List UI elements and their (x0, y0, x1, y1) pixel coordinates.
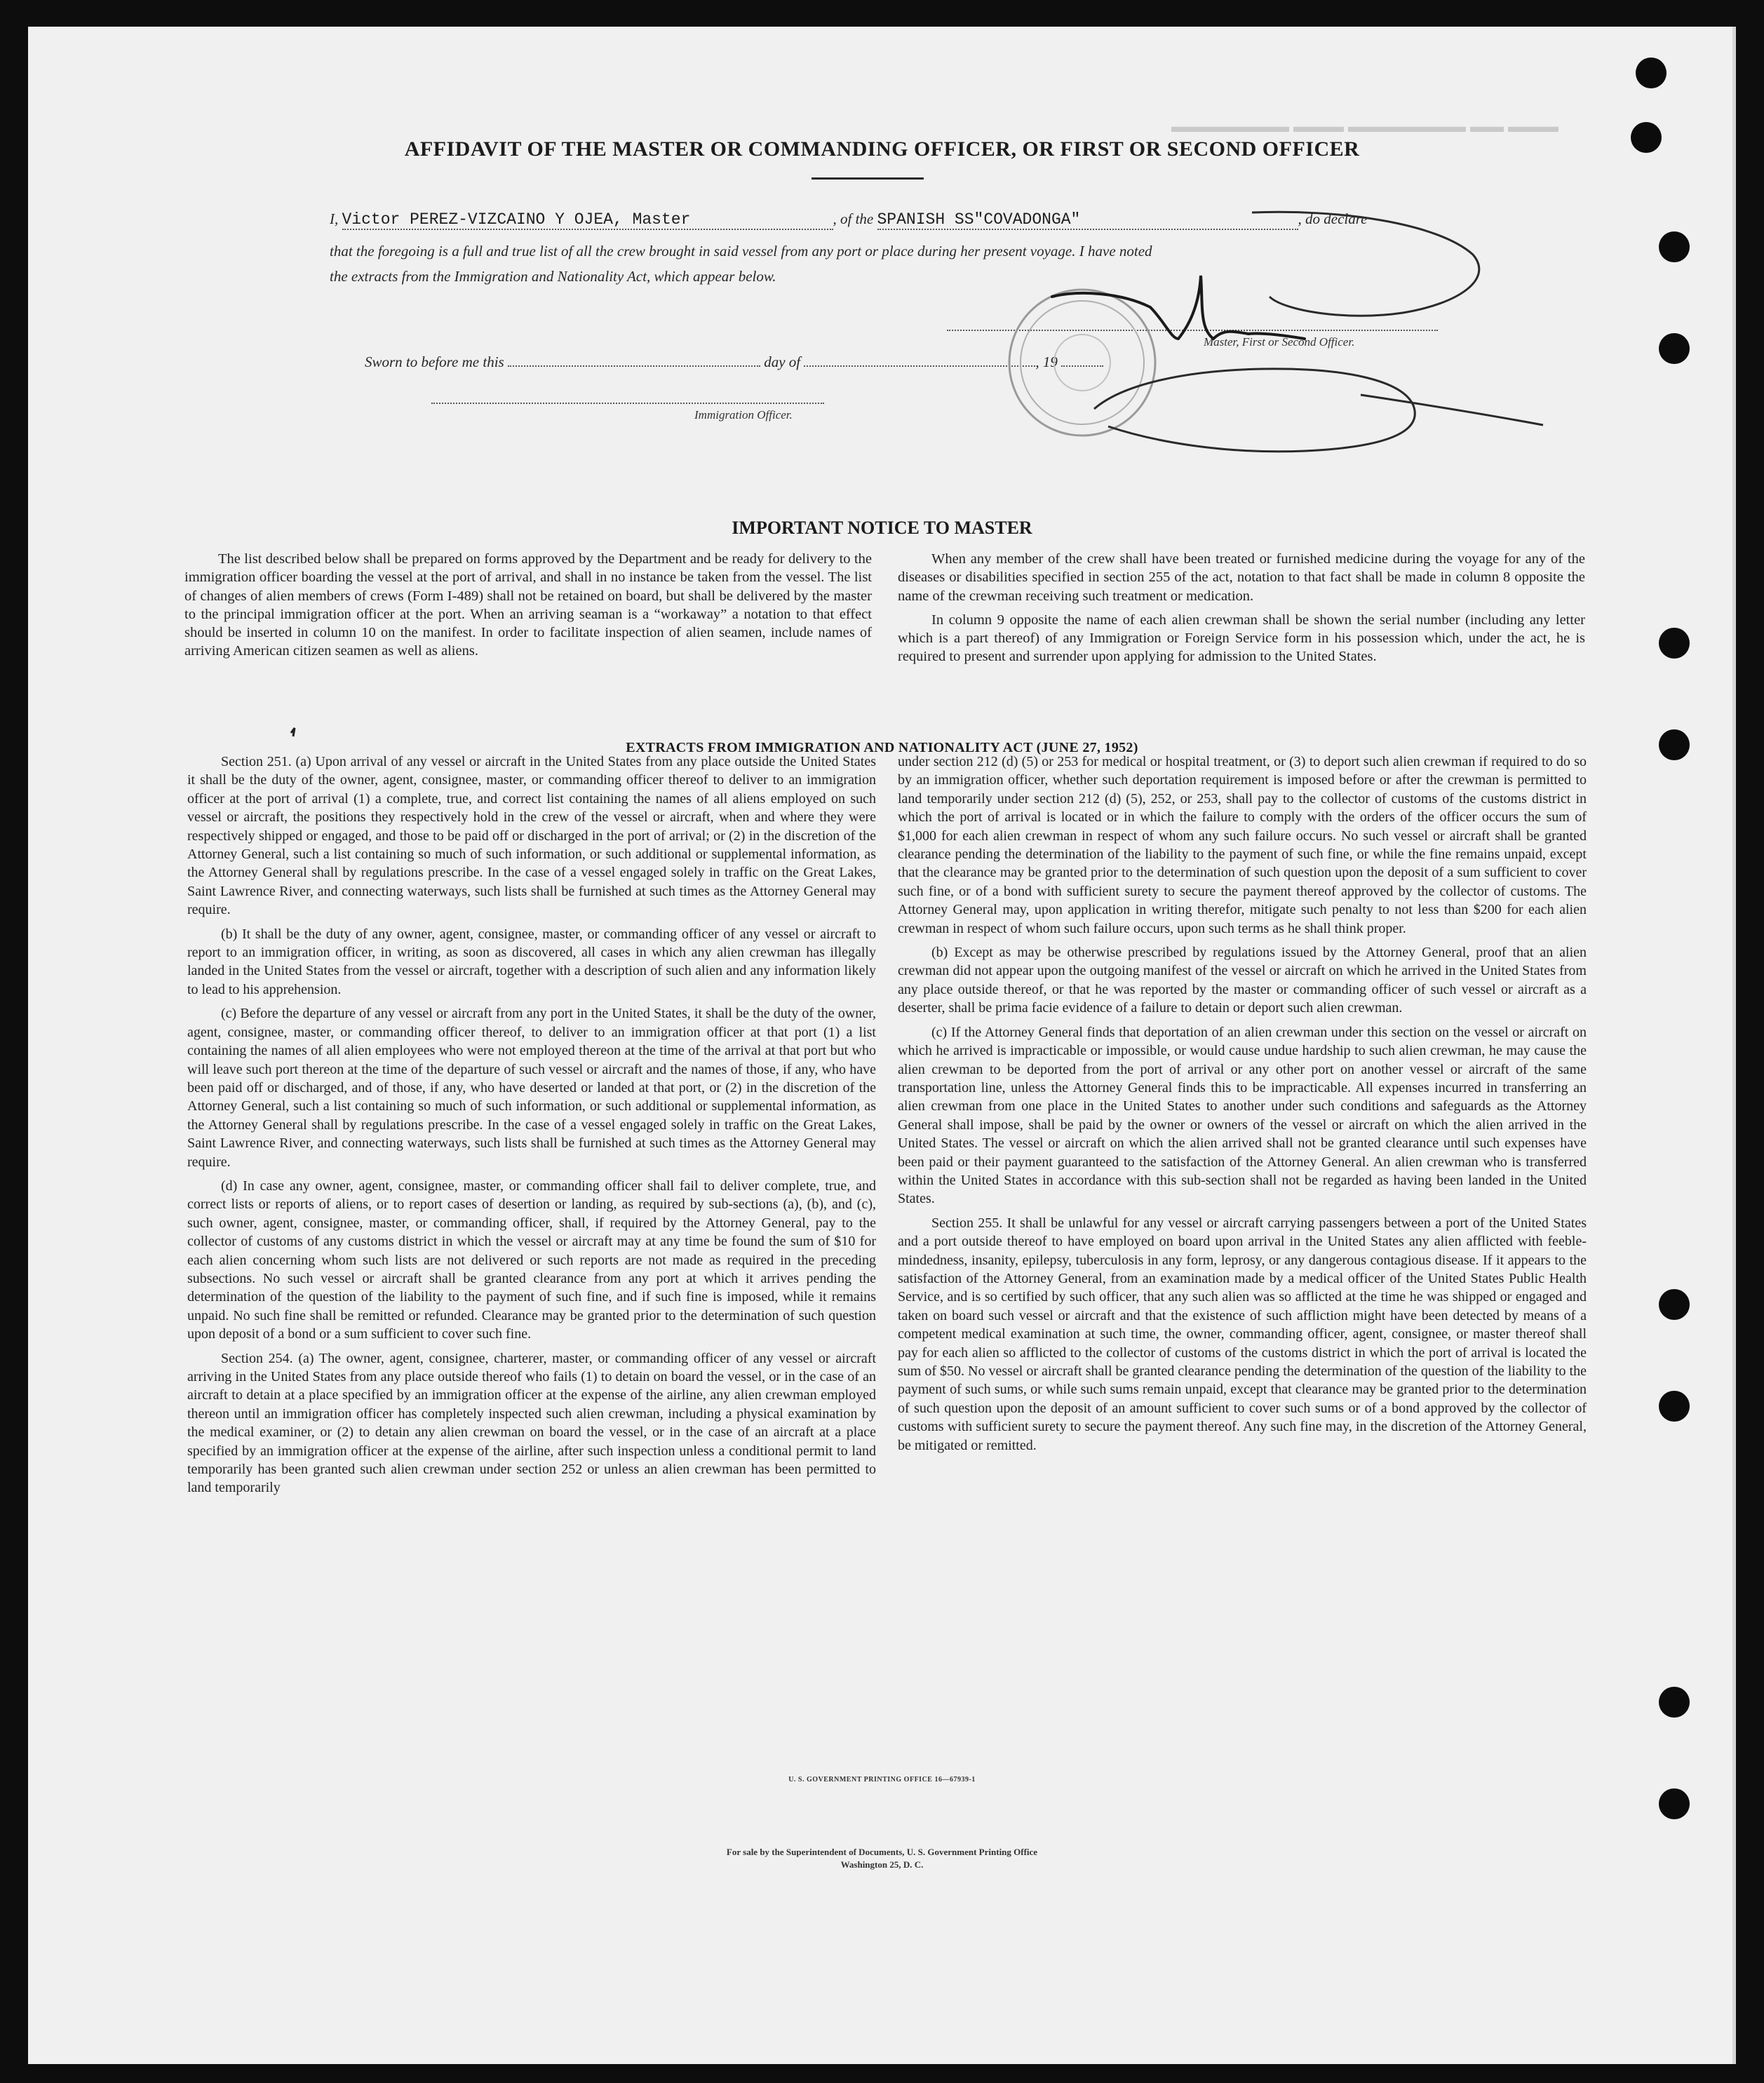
declaration-line-2: that the foregoing is a full and true list of all the crew brought in said vessel from any port or place during her present voyage. I have noted (330, 243, 1152, 259)
circular-stamp (1009, 290, 1155, 436)
section-255: Section 255. It shall be unlawful for any vessel or aircraft carrying passengers between a port of the United States and a port outside thereof to have employed on board upon arrival in the United States any alien afflicted with feeble-mindedness, insanity, epilepsy, tuberculosis in any form, leprosy, or any dangerous contagious disease. If it appears to the satisfaction of the Attorney General, from an examination made by a medical officer of the United States Public Health Service, and is so certified by such officer, that any such alien was so afflicted at the time he was shipped or engaged and taken on board such vessel or aircraft and that the existence of such affliction might have been detected by means of a competent medical examination at such time, the owner, commanding officer, agent, consignee, or master thereof shall pay for each alien so afflicted to the collector of customs of the customs district in which the port of arrival is located the sum of $50. No vessel or aircraft shall be granted clearance pending the determination of the question of the liability to the payment of such sums, or while such sums remain unpaid, except that clearance may be granted prior to the determination of such question upon the deposit of an amount sufficient to cover such sums or of a bond approved by the collector of customs with sufficient surety to secure the payment thereof. Any such fine may, in the discretion of the Attorney General, be mitigated or remitted. (898, 1215, 1587, 1453)
punch-hole (1636, 58, 1667, 88)
signature-label: Master, First or Second Officer. (1204, 335, 1355, 349)
sworn-prefix: Sworn to before me this (365, 353, 504, 370)
notice-title: IMPORTANT NOTICE TO MASTER (732, 518, 1032, 538)
declaration-do-declare: , do declare (1298, 210, 1368, 227)
section-251-a: Section 251. (a) Upon arrival of any vessel or aircraft in the United States from any place outside the United States it shall be the duty of the owner, agent, consignee, master, or commanding officer thereof to deliver to an immigration officer at the port of arrival (1) a complete, true, and correct list containing the names of all aliens employed on such vessel or aircraft, the positions they respectively hold in the crew of the vessel or aircraft, when and where they were respectively shipped or engaged, and those to be paid off or discharged in the port of arrival; or (2) in the discretion of the Attorney General, such a list containing so much of such information, or such additional or supplemental information, as the Attorney General shall by regulations prescribe. In the case of a vessel engaged solely in traffic on the Great Lakes, Saint Lawrence River, and connecting waterways, such lists shall be furnished at such times as the Attorney General may require. (187, 754, 876, 918)
punch-hole (1659, 729, 1690, 760)
sworn-year-prefix: , 19 (1035, 353, 1058, 370)
notice-left-paragraph: The list described below shall be prepared on forms approved by the Department and be ready for delivery to the immigration officer boarding the vessel at the port of arrival, and shall in no instance be taken from the vessel. The list of changes of alien members of crews (Form I-489) shall not be retained on board, but shall be delivered by the master to the principal immigration officer at the port. When an arriving seaman is a “workaway” a notation to that effect should be inserted in column 10 on the manifest. In order to facilitate inspection of alien seamen, include names of arriving American citizen seamen as well as aliens. (184, 551, 872, 659)
section-251-c: (c) Before the departure of any vessel or aircraft from any port in the United States, it shall be the duty of the owner, agent, consignee, master, or commanding officer thereof, to deliver to an immigration officer at that port (1) a list containing the names of all alien employees who were not employed thereon at the time of the arrival at that port but who will leave such port thereon at the time of the departure of such vessel or aircraft and the names of those, if any, who have been paid off or discharged, and of those, if any, who have deserted or landed at that port, or (2) in the discretion of the Attorney General, such a list containing so much of such information, or such additional or supplemental information, as the Attorney General shall by regulations prescribe. In the case of a vessel engaged solely in traffic on the Great Lakes, Saint Lawrence River, and connecting waterways, such lists shall be furnished at such times as the Attorney General may require. (187, 1006, 876, 1170)
document-page (28, 27, 1736, 2064)
punch-hole (1659, 628, 1690, 659)
section-254-a: Section 254. (a) The owner, agent, consignee, charterer, master, or commanding officer of any vessel or aircraft arriving in the United States from any place outside thereof who fails (1) to detain on board the vessel, or in the case of an aircraft to detain at a place specified by an immigration officer at the expense of the airline, any alien crewman employed thereon until an immigration officer has completely inspected such alien crewman, including a physical examination by the medical examiner, or (2) to detain any alien crewman on board the vessel, or in the case of an aircraft at a place specified by an immigration officer at the expense of the airline, after such inspection unless a conditional permit to land temporarily has been granted such alien crewman under section 252 or unless an alien crewman has been permitted to land temporarily (187, 1350, 876, 1496)
punch-hole (1659, 1391, 1690, 1422)
sale-notice-line-2: Washington 25, D. C. (840, 1859, 924, 1870)
extracts-title: EXTRACTS FROM IMMIGRATION AND NATIONALITY ACT (JUNE 27, 1952) (626, 740, 1138, 755)
ink-marks-overlay (28, 27, 1736, 2064)
immigration-officer-label: Immigration Officer. (694, 408, 793, 422)
master-name: Victor PEREZ-VIZCAINO Y OJEA, Master (342, 210, 691, 229)
signature-scrawl (1052, 276, 1305, 339)
declaration-line-3: the extracts from the Immigration and Nationality Act, which appear below. (330, 268, 776, 285)
declaration-i: I, (330, 210, 339, 227)
declaration-of-the: , of the (833, 210, 874, 227)
section-251-d: (d) In case any owner, agent, consignee, master, or commanding officer shall fail to deliver complete, true, and correct lists or reports of aliens, or to report cases of desertion or landing, as required by sub-sections (a), (b), and (c), such owner, agent, consignee, master, or commanding officer, shall, if required by the Attorney General, pay to the collector of customs of any customs district in which the vessel or aircraft may at any time be found the sum of $10 for each alien concerning whom such lists are not delivered or such reports are not made as required in the preceding subsections. No such vessel or aircraft shall be granted clearance from any port at which it arrives pending the determination of the question of the liability to the payment of such fine, and if such fine is imposed, while it remains unpaid. No such fine shall be remitted or refunded. Clearance may be granted prior to the determination of such question upon deposit of a bond or a sum sufficient to cover such fine. (187, 1178, 876, 1342)
punch-hole (1659, 1289, 1690, 1320)
punch-hole (1659, 1687, 1690, 1718)
section-251-b: (b) It shall be the duty of any owner, agent, consignee, master, or commanding officer of any vessel or aircraft to report to an immigration officer, in writing, as soon as discovered, all cases in which any alien crewman has illegally landed in the United States from the vessel or aircraft, together with a description of such alien and any information likely to lead to his apprehension. (187, 926, 876, 997)
punch-hole (1659, 333, 1690, 364)
sworn-day-of: day of (764, 353, 801, 370)
bleed-through-text: ▬▬▬ ▬▬ ▬▬▬▬▬▬▬ ▬▬▬ ▬▬▬▬▬▬▬ (1171, 118, 1558, 136)
affidavit-title: AFFIDAVIT OF THE MASTER OR COMMANDING OFFICER, OR FIRST OR SECOND OFFICER (404, 137, 1360, 161)
vessel-name: SPANISH SS"COVADONGA" (877, 210, 1081, 229)
pen-loop-upper (1252, 212, 1479, 316)
section-254-b: (b) Except as may be otherwise prescribed by regulations issued by the Attorney General, proof that an alien crewman did not appear upon the outgoing manifest of the vessel or aircraft on which he arrived in the United States from any place outside thereof, or that he was reported by the master or commanding officer of such vessel or aircraft as a deserter, shall be prima facie evidence of a failure to detain or deport such alien crewman. (898, 945, 1587, 1016)
pen-loop-lower (1094, 369, 1543, 452)
section-254-c: (c) If the Attorney General finds that deportation of an alien crewman under this section on the vessel or aircraft on which he arrived is impracticable or impossible, or would cause undue hardship to such alien crewman, he may cause the alien crewman to be deported from the port of arrival or any other port on another vessel or aircraft of the same transportation line, unless the Attorney General finds this to be impracticable. All expenses incurred in transferring an alien crewman from one place in the United States to another under such conditions and safeguards as the Attorney General shall impose, shall be paid by the owner or owners of the vessel or aircraft on which the alien arrived in the United States. The vessel or aircraft on which the alien arrived shall not be granted clearance until such expenses have been paid or their payment guaranteed to the satisfaction of the Attorney General. An alien crewman who is transferred within the United States in accordance with this sub-section shall not be regarded as having been landed in the United States. (898, 1024, 1587, 1207)
sale-notice-line-1: For sale by the Superintendent of Documents, U. S. Government Printing Office (726, 1847, 1038, 1857)
printing-office-imprint: U. S. GOVERNMENT PRINTING OFFICE 16—67939-1 (788, 1776, 976, 1784)
notice-right-paragraph-1: When any member of the crew shall have been treated or furnished medicine during the voyage for any of the diseases or disabilities specified in section 255 of the act, notation to that fact shall be made in column 8 opposite the name of the crewman receiving such treatment or medication. (898, 551, 1585, 604)
section-254-a-continued: under section 212 (d) (5) or 253 for medical or hospital treatment, or (3) to deport such alien crewman if required to do so by an immigration officer, whether such deportation requirement is imposed before or after the crewman is permitted to land temporarily under section 212 (d) (5), 252, or 253, shall pay to the collector of customs of the customs district in which the port of arrival is located or in which the failure to comply with the orders of the officer occurs the sum of $1,000 for each alien crewman in respect of whom any such failure occurs. No such vessel or aircraft shall be granted clearance pending the determination of the liability to the payment of such fine, or while the fine remains unpaid, except that the clearance may be granted prior to the determination of such question upon the deposit of a sum sufficient to cover such fine, or of a bond with sufficient surety to secure the payment thereof approved by the collector of customs. The Attorney General may, upon application in writing therefor, mitigate such penalty to not less than $200 for each alien crewman in respect of whom such failure occurs, upon such terms as he shall think proper. (898, 754, 1587, 936)
punch-hole (1659, 231, 1690, 262)
pen-tick-mark (291, 728, 295, 736)
notice-right-paragraph-2: In column 9 opposite the name of each alien crewman shall be shown the serial number (including any letter which is a part thereof) of any Immigration or Foreign Service form in his possession which, under the act, he is required to present and surrender upon applying for admission to the United States. (898, 612, 1585, 665)
punch-hole (1631, 122, 1662, 153)
punch-hole (1659, 1788, 1690, 1819)
